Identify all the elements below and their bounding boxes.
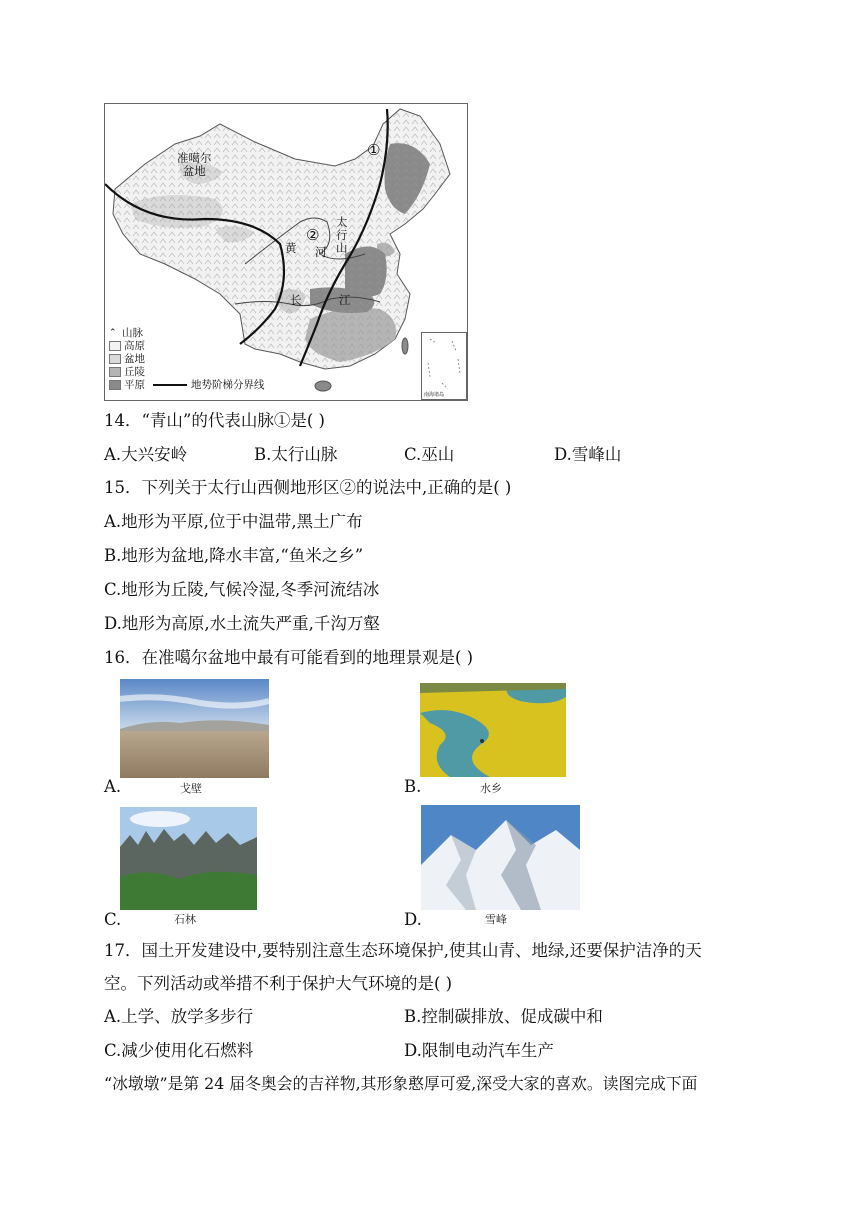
q14-stem: 14．“青山”的代表山脉①是( ): [104, 411, 325, 430]
q16-option-a-caption: 戈壁: [180, 782, 202, 795]
south-china-sea-inset: [421, 332, 467, 400]
q14-option-a[interactable]: A.大兴安岭: [104, 445, 188, 464]
mountain-icon: ⌃: [109, 327, 117, 338]
photo-snow-peak[interactable]: [421, 805, 580, 910]
q17-option-c[interactable]: C.减少使用化石燃料: [104, 1041, 254, 1060]
label-taihang: 太 行 山: [336, 215, 348, 255]
map-legend: [109, 326, 279, 391]
q16-option-c-caption: 石林: [174, 913, 196, 926]
stone-forest-image: [120, 807, 257, 910]
gobi-image: [120, 679, 269, 778]
q16-option-b-caption: 水乡: [480, 782, 502, 795]
q16-option-d-caption: 雪峰: [485, 913, 507, 926]
legend-boundary-label: 地势阶梯分界线: [191, 379, 265, 391]
q14-option-c[interactable]: C.巫山: [404, 445, 455, 464]
q16-option-b-letter[interactable]: B.: [404, 777, 422, 796]
q15-option-c[interactable]: C.地形为丘陵,气候冷湿,冬季河流结冰: [104, 580, 380, 599]
q15-option-b[interactable]: B.地形为盆地,降水丰富,“鱼米之乡”: [104, 546, 364, 565]
snow-peak-image: [421, 805, 580, 910]
q14-option-d[interactable]: D.雪峰山: [554, 445, 622, 464]
q15-option-a[interactable]: A.地形为平原,位于中温带,黑土广布: [104, 512, 363, 531]
q15-option-d[interactable]: D.地形为高原,水土流失严重,千沟万壑: [104, 614, 380, 633]
inset-label: 南海诸岛: [424, 392, 445, 398]
q16-option-c-letter[interactable]: C.: [104, 910, 122, 929]
legend-mountain: ⌃ 山脉: [109, 327, 143, 339]
q16-option-a-letter[interactable]: A.: [104, 777, 122, 796]
label-he: 河: [315, 245, 327, 259]
q17-stem-line2: 空。下列活动或举措不利于保护大气环境的是( ): [104, 974, 453, 993]
q16-stem: 16．在准噶尔盆地中最有可能看到的地理景观是( ): [104, 648, 474, 667]
q15-stem: 15．下列关于太行山西侧地形区②的说法中,正确的是( ): [104, 478, 512, 497]
label-junggar: 准噶尔 盆地: [177, 151, 212, 178]
marker-2: ②: [306, 226, 320, 244]
label-huang: 黄: [285, 241, 297, 255]
marker-1: ①: [367, 141, 381, 159]
water-village-image: [420, 683, 566, 777]
q17-stem-line1: 17．国土开发建设中,要特别注意生态环境保护,使其山青、地绿,还要保护洁净的天: [104, 941, 702, 960]
legend-plateau: 高原: [109, 339, 279, 352]
photo-gobi[interactable]: [120, 679, 269, 778]
q17-option-d[interactable]: D.限制电动汽车生产: [404, 1041, 554, 1060]
photo-stone-forest[interactable]: [120, 807, 257, 910]
terrain-map: [104, 103, 468, 401]
legend-basin: 盆地: [109, 352, 279, 365]
bingdwendwen-intro: “冰墩墩”是第 24 届冬奥会的吉祥物,其形象憨厚可爱,深受大家的喜欢。读图完成下面: [104, 1074, 698, 1093]
legend-hills: 丘陵: [109, 365, 279, 378]
legend-plain: 平原 地势阶梯分界线: [109, 378, 279, 391]
q14-option-b[interactable]: B.太行山脉: [254, 445, 338, 464]
inset-drawing: [422, 333, 466, 399]
label-jiang: 江: [339, 293, 351, 307]
q16-option-d-letter[interactable]: D.: [404, 910, 422, 929]
label-chang: 长: [290, 293, 302, 307]
q17-option-b[interactable]: B.控制碳排放、促成碳中和: [404, 1007, 603, 1026]
photo-water-village[interactable]: [420, 683, 566, 777]
q17-option-a[interactable]: A.上学、放学多步行: [104, 1007, 254, 1026]
